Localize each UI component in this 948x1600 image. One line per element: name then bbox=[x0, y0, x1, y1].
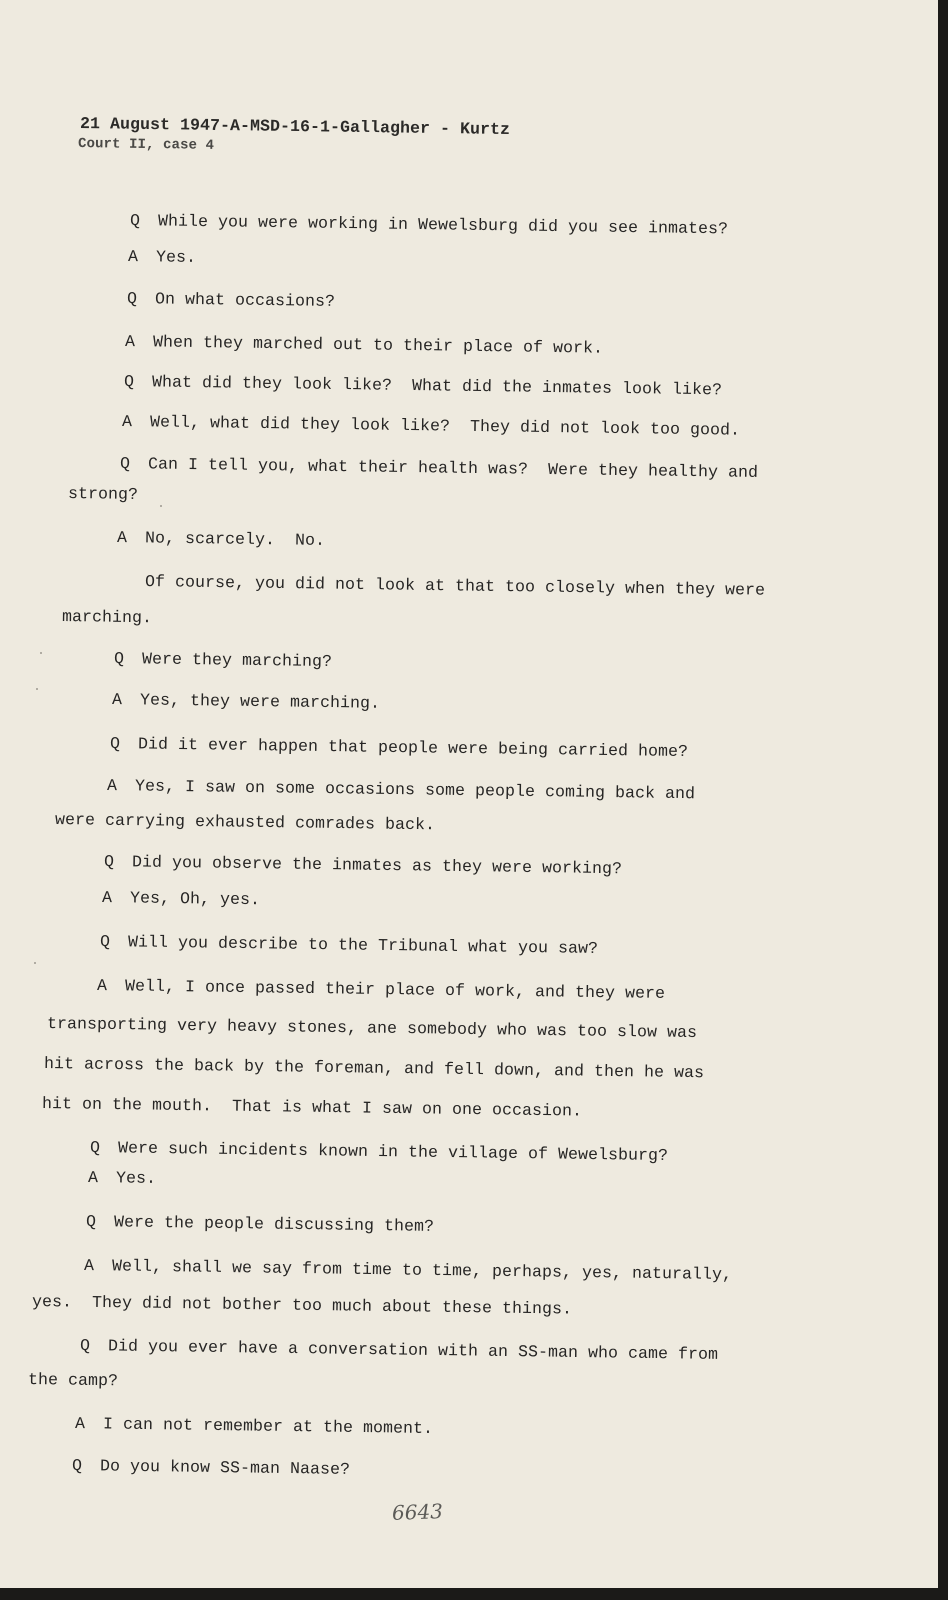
transcript-line bbox=[125, 332, 603, 359]
transcript-line bbox=[62, 607, 152, 628]
transcript-line bbox=[55, 810, 435, 835]
line-text: Yes. bbox=[115, 1168, 157, 1188]
line-text: While you were working in Wewelsburg did you see inmates? bbox=[157, 211, 729, 239]
transcript-line bbox=[145, 572, 765, 601]
line-text: Yes, I saw on some occasions some people coming back and bbox=[134, 776, 696, 804]
line-text: Were such incidents known in the village of Wewelsburg? bbox=[117, 1138, 669, 1166]
transcript-line bbox=[122, 412, 740, 441]
speaker-label: Q bbox=[85, 1212, 97, 1232]
speaker-label: A bbox=[124, 332, 136, 352]
line-text: the camp? bbox=[27, 1370, 119, 1391]
speaker-label: Q bbox=[79, 1336, 91, 1356]
scan-speck bbox=[34, 962, 36, 964]
speaker-label: Q bbox=[119, 454, 131, 474]
line-text: yes. They did not bother too much about these things. bbox=[31, 1292, 573, 1319]
speaker-label: A bbox=[111, 690, 123, 710]
line-text: Well, shall we say from time to time, perhaps, yes, naturally, bbox=[111, 1256, 733, 1285]
line-text: Yes. bbox=[155, 247, 197, 267]
transcript-line bbox=[100, 932, 598, 959]
line-text: Did you ever have a conversation with an SS-man who came from bbox=[107, 1336, 719, 1364]
transcript-line bbox=[130, 211, 728, 239]
line-text: On what occasions? bbox=[154, 289, 336, 311]
transcript-line bbox=[47, 1014, 697, 1043]
transcript-line bbox=[28, 1370, 118, 1391]
transcript-line bbox=[90, 1138, 668, 1166]
scan-speck bbox=[36, 688, 38, 690]
speaker-label: A bbox=[106, 776, 118, 796]
transcript-line bbox=[107, 776, 695, 804]
speaker-label: A bbox=[101, 888, 113, 908]
header-court: Court II, case 4 bbox=[77, 136, 215, 154]
speaker-label: Q bbox=[89, 1138, 101, 1158]
line-text: No, scarcely. No. bbox=[144, 528, 326, 550]
speaker-label: A bbox=[116, 528, 128, 548]
transcript-line bbox=[117, 528, 325, 551]
line-text: hit on the mouth. That is what I saw on one occasion. bbox=[41, 1094, 583, 1121]
speaker-label: A bbox=[127, 247, 139, 267]
transcript-line bbox=[88, 1168, 156, 1189]
transcript-line bbox=[80, 1336, 718, 1365]
page-number: 6643 bbox=[391, 1499, 444, 1525]
speaker-label: A bbox=[83, 1256, 95, 1276]
transcript-line bbox=[44, 1054, 704, 1083]
line-text: Yes, they were marching. bbox=[139, 690, 381, 713]
transcript-line bbox=[72, 1456, 350, 1480]
transcript-line bbox=[127, 289, 335, 312]
transcript-line bbox=[104, 852, 622, 879]
transcript-line bbox=[102, 888, 260, 910]
transcript-line bbox=[128, 247, 196, 268]
transcript-line bbox=[75, 1414, 433, 1439]
line-text: When they marched out to their place of work. bbox=[152, 332, 604, 358]
speaker-label: Q bbox=[126, 289, 138, 309]
line-text: Did it ever happen that people were being carried home? bbox=[137, 734, 689, 762]
line-text: hit across the back by the foreman, and fell down, and then he was bbox=[43, 1054, 705, 1083]
line-text: transporting very heavy stones, ane somebody who was too slow was bbox=[46, 1014, 698, 1043]
line-text: What did they look like? What did the inmates look like? bbox=[151, 372, 723, 400]
line-text: strong? bbox=[67, 484, 139, 504]
transcript-line bbox=[42, 1094, 582, 1122]
line-text: marching. bbox=[61, 607, 153, 628]
line-text: Were the people discussing them? bbox=[113, 1212, 435, 1236]
line-text: Well, what did they look like? They did not look too good. bbox=[149, 412, 741, 440]
scan-speck bbox=[40, 652, 42, 654]
line-text: Yes, Oh, yes. bbox=[129, 888, 261, 910]
transcript-line bbox=[68, 484, 138, 505]
line-text: Of course, you did not look at that too closely when they were bbox=[144, 572, 766, 600]
line-text: I can not remember at the moment. bbox=[102, 1414, 434, 1438]
transcript-line bbox=[112, 690, 380, 714]
speaker-label: Q bbox=[109, 734, 121, 754]
speaker-label: Q bbox=[99, 932, 111, 952]
line-text: Do you know SS-man Naase? bbox=[99, 1456, 351, 1479]
line-text: Will you describe to the Tribunal what you saw? bbox=[127, 932, 599, 958]
line-text: were carrying exhausted comrades back. bbox=[54, 810, 436, 835]
speaker-label: A bbox=[87, 1168, 99, 1188]
transcript-line bbox=[84, 1256, 732, 1285]
speaker-label: Q bbox=[123, 372, 135, 392]
line-text: Well, I once passed their place of work, and they were bbox=[124, 976, 666, 1003]
transcript-line bbox=[114, 649, 332, 672]
speaker-label: A bbox=[96, 976, 108, 996]
speaker-label: Q bbox=[113, 649, 125, 669]
speaker-label: A bbox=[74, 1414, 86, 1434]
speaker-label: Q bbox=[129, 211, 141, 231]
speaker-label: A bbox=[121, 412, 133, 432]
speaker-label: Q bbox=[71, 1456, 83, 1476]
line-text: Were they marching? bbox=[141, 649, 333, 672]
speaker-label: Q bbox=[103, 852, 115, 872]
line-text: Did you observe the inmates as they were working? bbox=[131, 852, 623, 879]
scan-speck bbox=[160, 505, 162, 507]
transcript-line bbox=[120, 454, 758, 483]
transcript-line bbox=[110, 734, 688, 762]
transcript-line bbox=[86, 1212, 434, 1237]
transcript-line bbox=[97, 976, 665, 1004]
transcript-line bbox=[124, 372, 722, 400]
transcript-line bbox=[32, 1292, 572, 1320]
line-text: Can I tell you, what their health was? Were they healthy and bbox=[147, 454, 759, 482]
header-reference: 21 August 1947-A-MSD-16-1-Gallagher - Kurtz bbox=[79, 114, 511, 140]
